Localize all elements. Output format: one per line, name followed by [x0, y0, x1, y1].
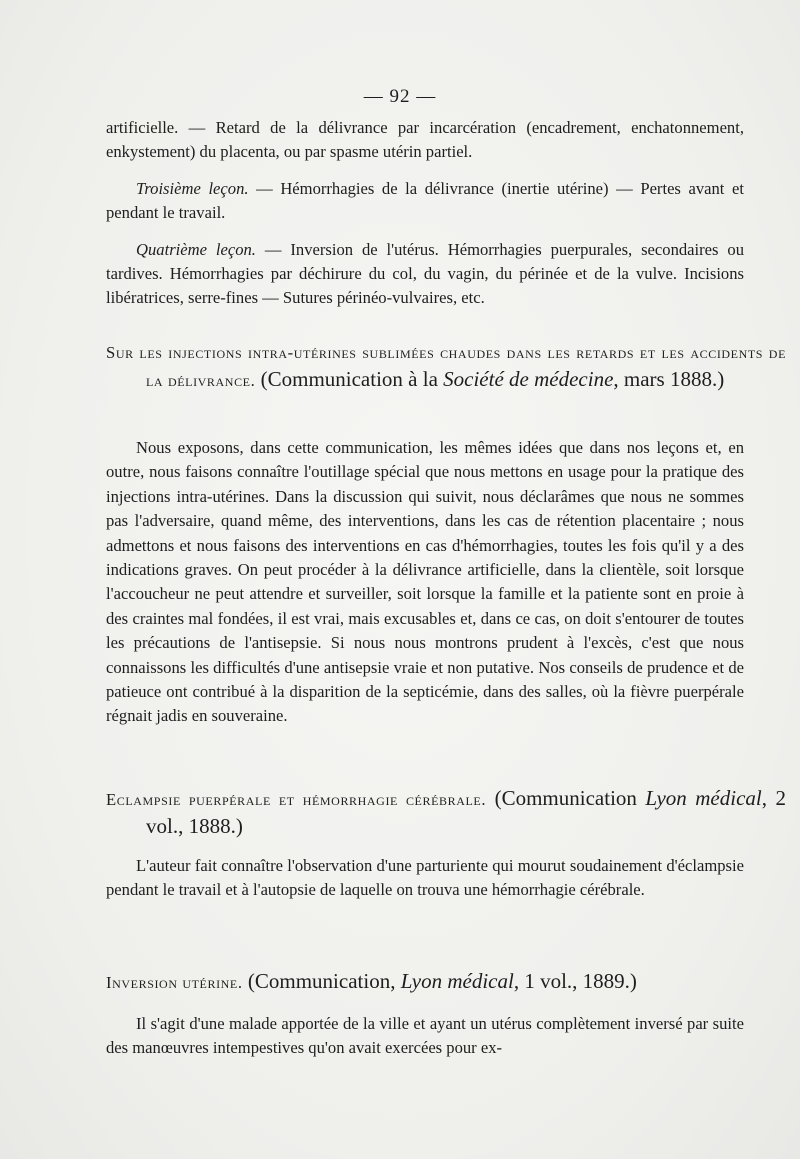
section-journal: Société de médecine — [443, 367, 614, 391]
section-paragraph: L'auteur fait connaître l'observation d'une parturiente qui mourut soudainement d'éclampsie pendant le travail et à l'autopsie de laquelle on trouva une hémorrhagie cérébrale. — [106, 856, 744, 900]
section-body-inversion — [106, 1012, 744, 1061]
page-number: — 92 — — [363, 86, 437, 107]
section-title: Sur les injections intra-utérines sublimées chaudes dans les retards et les accidents de la délivrance. — [106, 343, 786, 390]
section-body-eclampsie — [106, 854, 744, 903]
intro-paragraph: artificielle. — Retard de la délivrance par incarcération (encadrement, enchatonnement, enkystement) du placenta, ou par spasme utérin partiel. — [106, 118, 744, 162]
section-paragraph: Nous exposons, dans cette communication, les mêmes idées que dans nos leçons et, en outre, nous faisons connaître l'outillage spécial que nous mettons en usage pour la pratique des injections intra-utérines. Dans la discussion qui suivit, nous déclarâmes que nous ne sommes pas l'adversaire, quand même, des interventions, dans les cas de rétention placentaire ; nous admettons et nous faisons des interventions en cas d'hémorrhagies, toutes les fois qu'il y a des indications graves. On peut procéder à la délivrance artificielle, dans la clientèle, soit lorsque l'accoucheur ne peut attendre et surveiller, soit lorsque la famille et la patiente sont en proie à des craintes mal fondées, il est vrai, mais excusables et, dans ce cas, on doit s'entourer de toutes les précautions de l'antisepsie. Si nous nous montrons prudent à l'excès, c'est que nous connaissons les difficultés d'une antisepsie vraie et non putative. Nos conseils de prudence et de patieuce ont contribué à la disparition de la septicémie, dans des salles, où la fièvre puerpérale régnait jadis en souveraine. — [106, 438, 744, 726]
section-title: Inversion utérine. — [106, 973, 243, 992]
lesson-four — [106, 238, 744, 311]
section-comm-suffix: , 1 vol., 1889.) — [513, 969, 637, 993]
section-heading-inversion — [106, 968, 786, 996]
section-heading-eclampsie — [106, 785, 786, 841]
section-comm-prefix: (Communication — [486, 786, 646, 810]
lesson-four-label: Quatrième leçon. — [136, 239, 256, 259]
section-body-injections — [106, 436, 744, 729]
section-comm-suffix: , 2 vol., 1888.) — [146, 786, 786, 838]
section-title: Eclampsie puerpérale et hémorrhagie cérébrale. — [106, 790, 487, 809]
lesson-four-text: — Inversion de l'utérus. Hémorrhagies puerpurales, secondaires ou tardives. Hémorrhagies par déchirure du col, du vagin, du périnée et de la vulve. Incisions libératrices, serre-fines — Sutures périnéo-vulvaires, etc. — [106, 239, 744, 308]
section-heading-injections — [106, 339, 786, 394]
section-paragraph: Il s'agit d'une malade apportée de la ville et ayant un utérus complètement inversé par suite des manœuvres intempestives qu'on avait exercées pour ex- — [106, 1014, 744, 1058]
lesson-three-label: Troisième leçon. — [136, 178, 249, 198]
section-journal: Lyon médical — [645, 786, 762, 810]
section-comm-prefix: (Communication à la — [255, 367, 444, 391]
section-journal: Lyon médical — [400, 969, 514, 993]
intro-block — [106, 116, 744, 311]
lesson-three — [106, 177, 744, 226]
lesson-three-text: — Hémorrhagies de la délivrance (inertie utérine) — Pertes avant et pendant le travail. — [106, 178, 744, 223]
section-comm-suffix: , mars 1888.) — [613, 367, 725, 391]
section-comm-prefix: (Communication, — [242, 969, 401, 993]
